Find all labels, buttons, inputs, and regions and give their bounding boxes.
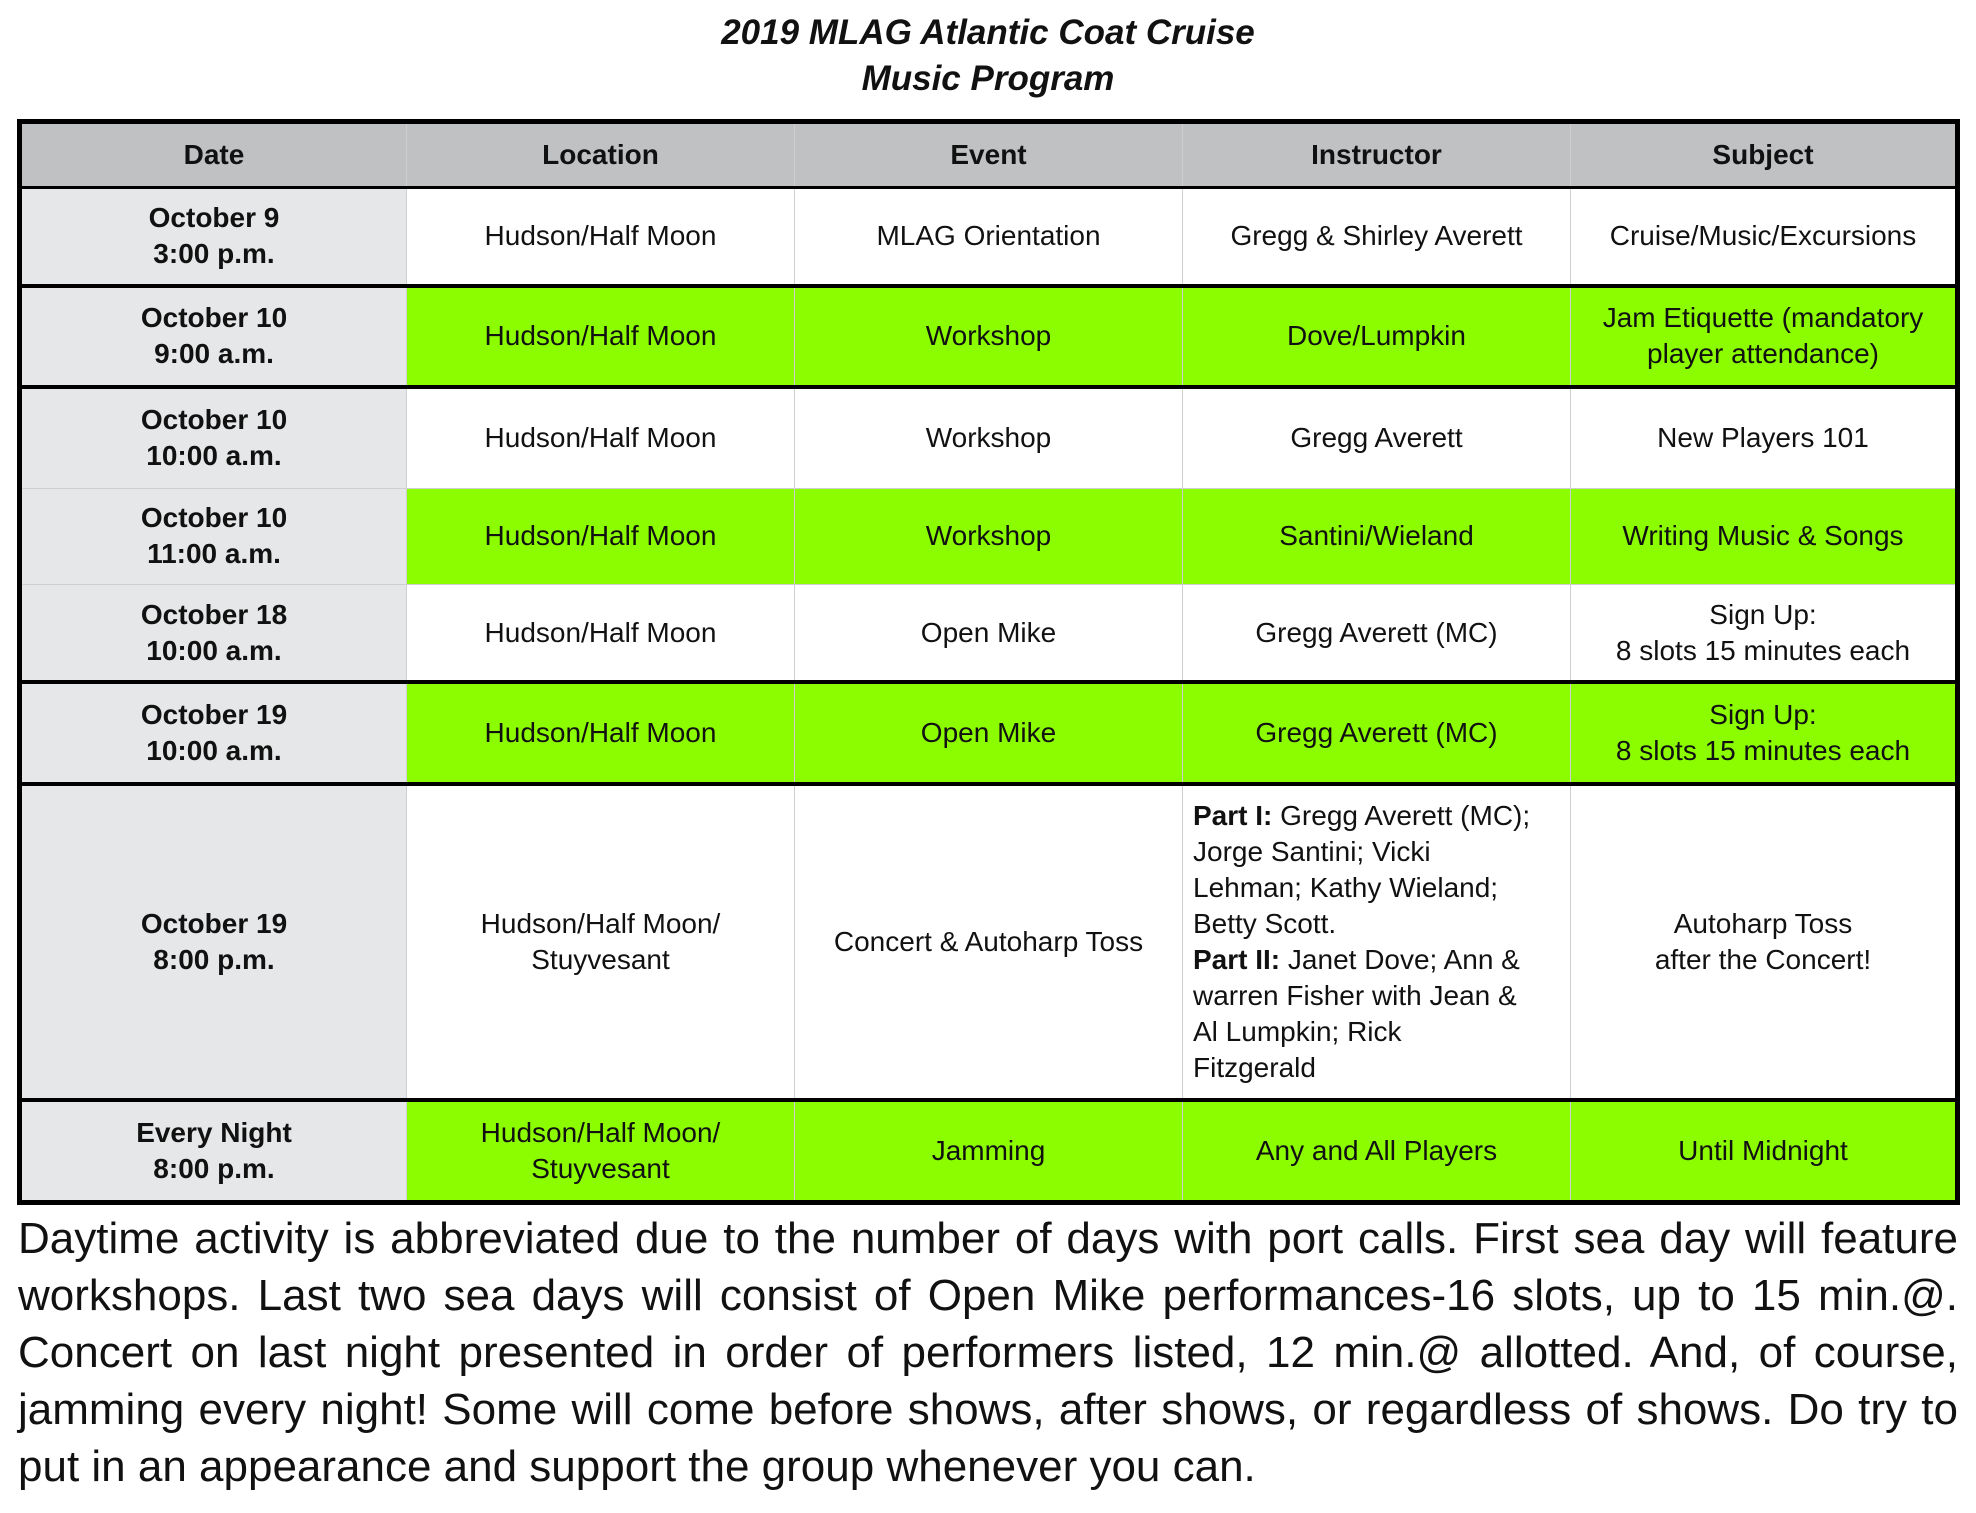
date-cell <box>20 584 407 682</box>
title-line-2: Music Program <box>861 59 1115 98</box>
event-cell: MLAG Orientation <box>795 188 1183 286</box>
instructor-line: Jorge Santini; Vicki <box>1193 835 1431 867</box>
instructor-cell: Any and All Players <box>1183 1100 1571 1202</box>
subject-cell: New Players 101 <box>1571 387 1958 488</box>
location-cell: Hudson/Half Moon <box>407 488 795 584</box>
document-title <box>0 10 1976 102</box>
instructor-line: Fitzgerald <box>1193 1051 1316 1083</box>
date-cell <box>20 387 407 488</box>
location-cell: Hudson/Half Moon <box>407 584 795 682</box>
instructor-cell: Gregg Averett <box>1183 387 1571 488</box>
date-text: Every Night <box>136 1117 292 1149</box>
table-row <box>20 584 1958 682</box>
table-row <box>20 1100 1958 1202</box>
subject-line: player attendance) <box>1647 338 1879 370</box>
part-two-label: Part II: <box>1193 943 1281 975</box>
instructor-line <box>1193 798 1560 834</box>
instructor-line: warren Fisher with Jean & <box>1193 979 1517 1011</box>
event-cell: Jamming <box>795 1100 1183 1202</box>
time-text: 11:00 a.m. <box>147 538 281 570</box>
instructor-cell: Gregg Averett (MC) <box>1183 682 1571 783</box>
time-text: 10:00 a.m. <box>146 440 282 472</box>
event-cell: Workshop <box>795 488 1183 584</box>
table-row <box>20 488 1958 584</box>
subject-cell: Writing Music & Songs <box>1571 488 1958 584</box>
instructor-cell: Santini/Wieland <box>1183 488 1571 584</box>
table-row <box>20 784 1958 1101</box>
table-row <box>20 682 1958 783</box>
location-cell <box>407 1100 795 1202</box>
date-text: October 18 <box>140 598 288 630</box>
location-line: Stuyvesant <box>531 943 670 975</box>
instructor-text: Gregg Averett (MC); <box>1272 799 1531 831</box>
location-cell: Hudson/Half Moon <box>407 188 795 286</box>
instructor-cell: Gregg Averett (MC) <box>1183 584 1571 682</box>
event-cell: Open Mike <box>795 682 1183 783</box>
subject-cell <box>1571 584 1958 682</box>
time-text: 10:00 a.m. <box>146 634 282 666</box>
subject-line: 8 slots 15 minutes each <box>1615 634 1911 666</box>
header-row <box>20 122 1958 188</box>
part-one-label: Part I: <box>1193 799 1273 831</box>
location-line: Hudson/Half Moon/ <box>480 907 721 939</box>
music-program-table <box>17 119 1960 1205</box>
table-row <box>20 188 1958 286</box>
subject-cell: Until Midnight <box>1571 1100 1958 1202</box>
date-cell <box>20 286 407 387</box>
instructor-text: Janet Dove; Ann & <box>1280 943 1520 975</box>
event-cell: Open Mike <box>795 584 1183 682</box>
date-text: October 10 <box>140 302 288 334</box>
table-row <box>20 286 1958 387</box>
date-text: October 10 <box>140 404 288 436</box>
subject-line: Sign Up: <box>1709 598 1817 630</box>
time-text: 8:00 p.m. <box>153 943 275 975</box>
subject-cell <box>1571 784 1958 1101</box>
subject-cell <box>1571 682 1958 783</box>
location-cell: Hudson/Half Moon <box>407 286 795 387</box>
date-cell <box>20 682 407 783</box>
location-cell <box>407 784 795 1101</box>
table-row <box>20 387 1958 488</box>
location-line: Stuyvesant <box>531 1153 670 1185</box>
time-text: 3:00 p.m. <box>153 238 275 270</box>
instructor-line: Al Lumpkin; Rick <box>1193 1015 1402 1047</box>
header-subject: Subject <box>1571 122 1958 188</box>
instructor-line: Betty Scott. <box>1193 907 1337 939</box>
date-cell <box>20 188 407 286</box>
location-cell: Hudson/Half Moon <box>407 682 795 783</box>
time-text: 9:00 a.m. <box>154 338 274 370</box>
date-cell <box>20 1100 407 1202</box>
subject-cell <box>1571 286 1958 387</box>
subject-cell: Cruise/Music/Excursions <box>1571 188 1958 286</box>
date-cell <box>20 784 407 1101</box>
date-text: October 10 <box>140 502 288 534</box>
date-cell <box>20 488 407 584</box>
subject-line: Jam Etiquette (mandatory <box>1602 302 1924 334</box>
location-line: Hudson/Half Moon/ <box>480 1117 721 1149</box>
date-text: October 9 <box>148 202 280 234</box>
subject-line: Sign Up: <box>1709 699 1817 731</box>
instructor-cell <box>1183 784 1571 1101</box>
header-location: Location <box>407 122 795 188</box>
instructor-cell: Gregg & Shirley Averett <box>1183 188 1571 286</box>
subject-line: after the Concert! <box>1654 943 1872 975</box>
time-text: 8:00 p.m. <box>153 1153 275 1185</box>
location-cell: Hudson/Half Moon <box>407 387 795 488</box>
title-line-1: 2019 MLAG Atlantic Coat Cruise <box>721 13 1255 52</box>
event-cell: Concert & Autoharp Toss <box>795 784 1183 1101</box>
header-date: Date <box>20 122 407 188</box>
time-text: 10:00 a.m. <box>146 735 282 767</box>
subject-line: Autoharp Toss <box>1673 907 1853 939</box>
date-text: October 19 <box>140 699 288 731</box>
instructor-cell: Dove/Lumpkin <box>1183 286 1571 387</box>
header-event: Event <box>795 122 1183 188</box>
date-text: October 19 <box>140 907 288 939</box>
subject-line: 8 slots 15 minutes each <box>1615 735 1911 767</box>
event-cell: Workshop <box>795 387 1183 488</box>
instructor-line <box>1193 942 1560 978</box>
header-instructor: Instructor <box>1183 122 1571 188</box>
event-cell: Workshop <box>795 286 1183 387</box>
program-notes: Daytime activity is abbreviated due to the number of days with port calls. First sea day will feature workshops. Last two sea days will consist of Open Mike performances-16 slots, up to 15 min.@. Concert on last night presented in order of performers listed, 12 min.@ allotted. And, of course, jamming every night! Some will come before shows, after shows, or regardless of shows. Do try to put in an appearance and support the group whenever you can. <box>18 1214 1958 1491</box>
instructor-line: Lehman; Kathy Wieland; <box>1193 871 1499 903</box>
